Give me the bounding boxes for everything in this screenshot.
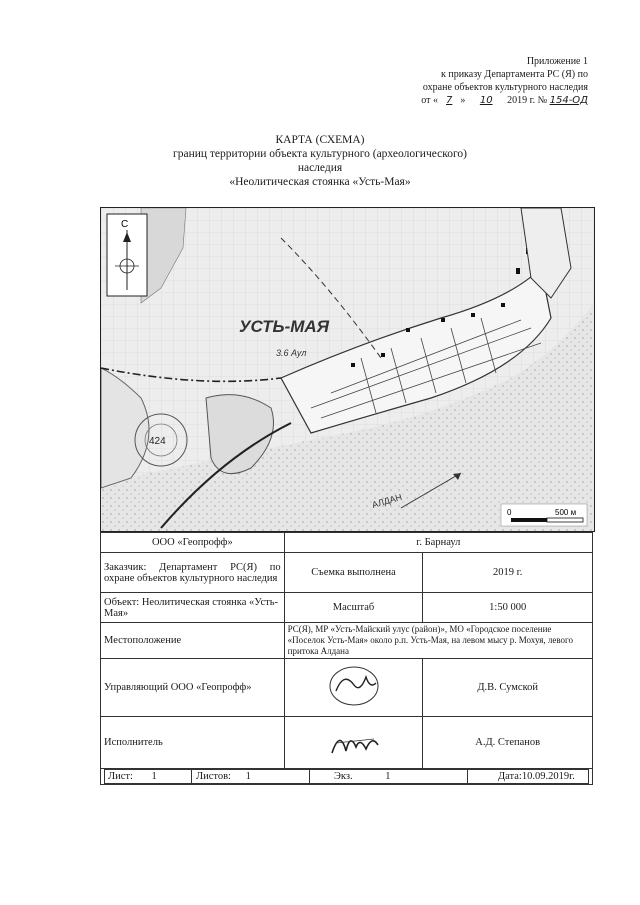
date-year: 2019 г. № bbox=[507, 95, 548, 106]
scale-label-cell: Масштаб bbox=[284, 593, 423, 623]
manager-label-cell: Управляющий ООО «Геопрофф» bbox=[101, 659, 285, 717]
location-label-cell: Местоположение bbox=[101, 623, 285, 659]
sheets-label: Листов: bbox=[196, 771, 231, 782]
scale-zero: 0 bbox=[507, 508, 512, 517]
executor-signature-cell bbox=[284, 717, 423, 769]
copy-cell bbox=[310, 770, 468, 784]
elevation-label: 424 bbox=[149, 436, 166, 447]
scale-bar-light bbox=[547, 518, 583, 522]
sheet-label: Лист: bbox=[108, 771, 133, 782]
date-value: 10.09.2019г. bbox=[521, 771, 575, 782]
date-cell bbox=[468, 770, 589, 784]
scale-end: 500 м bbox=[555, 508, 577, 517]
scale-value-cell: 1:50 000 bbox=[423, 593, 593, 623]
order-day: 7 bbox=[445, 95, 453, 106]
river-label: АЛДАН bbox=[370, 491, 404, 510]
location-value-cell: РС(Я), МР «Усть-Майский улус (район)», МО «Городское поселение «Поселок Усть-Мая» около р.п. Усть-Мая, на левом мысу р. Мохуя, левого притока Алдана bbox=[284, 623, 592, 659]
city-cell: г. Барнаул bbox=[284, 533, 592, 553]
customer-cell: Заказчик: Департамент РС(Я) по охране объектов культурного наследия bbox=[101, 553, 285, 593]
title-line-2: границ территории объекта культурного (археологического) bbox=[173, 148, 467, 160]
document-title bbox=[0, 133, 640, 189]
date-mid: » bbox=[460, 95, 466, 106]
date-prefix: от « bbox=[421, 95, 438, 106]
copy-label: Экз. bbox=[334, 771, 353, 782]
sheet-cell bbox=[105, 770, 192, 784]
manager-name-cell: Д.В. Сумской bbox=[423, 659, 593, 717]
title-line-1: КАРТА (СХЕМА) bbox=[275, 134, 365, 146]
sheets-cell bbox=[192, 770, 310, 784]
appendix-date-line bbox=[368, 94, 588, 107]
order-number: 154-ОД bbox=[549, 95, 588, 106]
title-line-3: наследия bbox=[297, 162, 343, 174]
manager-signature-cell bbox=[284, 659, 423, 717]
object-cell: Объект: Неолитическая стоянка «Усть-Мая» bbox=[101, 593, 285, 623]
executor-signature bbox=[326, 723, 382, 759]
manager-signature bbox=[324, 663, 384, 709]
scale-bar-dark bbox=[511, 518, 547, 522]
footer-row bbox=[101, 769, 593, 785]
survey-year-cell: 2019 г. bbox=[423, 553, 593, 593]
sheet-value: 1 bbox=[151, 771, 157, 782]
settlement-label: УСТЬ-МАЯ bbox=[239, 317, 330, 336]
executor-name-cell: А.Д. Степанов bbox=[423, 717, 593, 769]
date-label: Дата: bbox=[498, 771, 522, 782]
title-block-table bbox=[100, 532, 593, 785]
survey-label-cell: Съемка выполнена bbox=[284, 553, 423, 593]
order-month: 10 bbox=[479, 95, 493, 106]
appendix-line-3: охране объектов культурного наследия bbox=[422, 82, 588, 93]
map-drawing bbox=[101, 208, 594, 531]
settlement-sublabel: 3.6 Аул bbox=[276, 348, 307, 358]
copy-value: 1 bbox=[385, 771, 391, 782]
sheets-value: 1 bbox=[245, 771, 251, 782]
title-line-4: «Неолитическая стоянка «Усть-Мая» bbox=[229, 176, 411, 188]
org-cell: ООО «Геопрофф» bbox=[101, 533, 285, 553]
appendix-block bbox=[368, 55, 588, 107]
compass-letter: С bbox=[121, 219, 129, 230]
appendix-line-2: к приказу Департамента РС (Я) по bbox=[440, 69, 588, 80]
site-map bbox=[100, 207, 595, 532]
executor-label-cell: Исполнитель bbox=[101, 717, 285, 769]
appendix-line-1: Приложение 1 bbox=[526, 56, 588, 67]
